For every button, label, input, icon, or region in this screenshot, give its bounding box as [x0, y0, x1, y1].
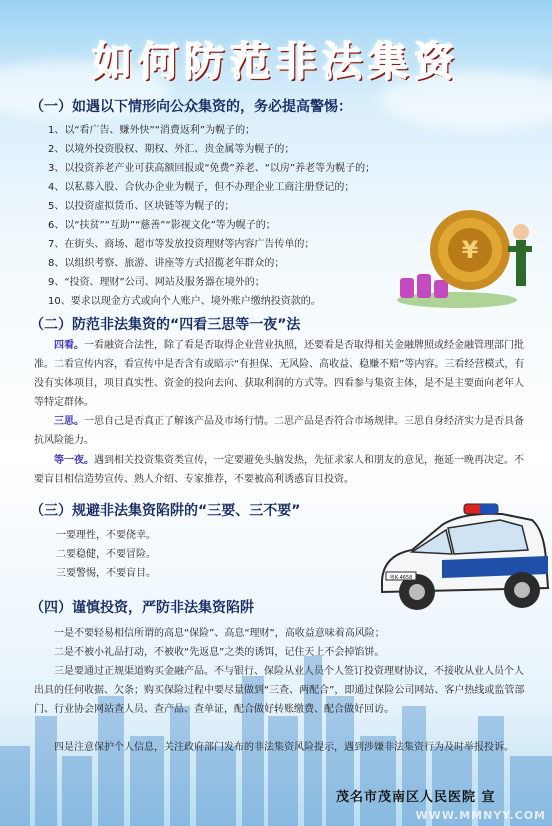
section-4-paragraph-3: 三是要通过正规渠道购买金融产品。不与银行、保险从业人员个人签订投资理财协议，不接收从业人员个人出具的任何收据、欠条；购买保险过程中要尽量做到“三查、两配合”，即通过保险公司网站、客户热线或监管部门、行业协会网站查人员、查产品、查单证，配合做好转账缴费、配合做好回访。	[34, 666, 525, 715]
organization-credit: 茂名市茂南区人民医院 宣	[336, 790, 496, 805]
list-item: 三要警惕，不要盲目。	[56, 568, 156, 579]
wait-a-night-lead: 等一夜。	[54, 455, 94, 466]
list-item: 6、以“扶贫”“互助”“慈善”“影视文化”等为幌子的；	[48, 220, 276, 231]
page-title: 如何防范非法集资	[92, 39, 460, 85]
list-item: 9、“投资、理财”公司、网站及服务器在境外的；	[48, 277, 265, 288]
list-item: 8、以组织考察、旅游、讲座等方式招揽老年群众的；	[48, 258, 285, 269]
section-1-heading-text: （一）如遇以下情形向公众集资的，务必提高警惕：	[30, 99, 352, 115]
section-4-heading	[30, 597, 254, 617]
four-looks-text: 一看融资合法性，除了看是否取得企业营业执照，还要看是否取得相关金融牌照或经金融管理部门批准。二看宣传内容，看宣传中是否含有或暗示“有担保、无风险、高收益、稳赚不赔”等内容。三看经营模式，有没有实体项目，项目真实性、资金的投向去向、获取利润的方式等。四看参与集资主体，是不是主要面向老年人等特定群体。	[34, 340, 525, 408]
wait-a-night-paragraph	[34, 451, 526, 489]
four-looks-lead: 四看。	[54, 340, 84, 351]
list-item: 一要理性，不要侥幸。	[56, 530, 156, 541]
car-plate: 粤K·4658	[389, 575, 413, 581]
section-4-paragraph-2: 二是不被小礼品打动，不被收“先返息”之类的诱饵，记住天上不会掉馅饼。	[54, 647, 385, 658]
section-2-heading	[30, 314, 300, 334]
list-item: 3、以投资养老产业可获高额回报或“免费”养老、“以房”养老等为幌子的；	[48, 163, 376, 174]
section-4-heading-text: （四）谨慎投资，严防非法集资陷阱	[30, 600, 254, 616]
list-item: 4、以私募入股、合伙办企业为幌子，但不办理企业工商注册登记的；	[48, 182, 355, 193]
section-1-heading	[30, 96, 352, 116]
police-car-icon	[372, 500, 550, 618]
section-4-paragraph-1: 一是不要轻易相信所谓的高息“保险”、高息“理财”，高收益意味着高风险；	[54, 628, 385, 639]
list-item: 5、以投资虚拟货币、区块链等为幌子的；	[48, 201, 235, 212]
wait-a-night-text: 遇到相关投资集资类宣传，一定要避免头脑发热，先征求家人和朋友的意见，拖延一晚再决定。不要盲目相信造势宣传、熟人介绍、专家推荐，不要被高利诱惑盲目投资。	[34, 455, 524, 485]
four-looks-paragraph	[34, 336, 526, 412]
list-item: 7、在街头、商场、超市等发放投资理财等内容广告传单的；	[48, 239, 315, 250]
list-item: 二要稳健，不要冒险。	[56, 549, 156, 560]
three-thinks-lead: 三思。	[54, 416, 84, 427]
section-4-paragraph-4: 四是注意保护个人信息，关注政府部门发布的非法集资风险提示，遇到涉嫌非法集资行为及时举报投诉。	[54, 742, 514, 753]
svg-text:¥: ¥	[461, 236, 479, 264]
warning-list	[48, 121, 378, 311]
three-dos-list	[56, 526, 156, 583]
section-3-heading	[30, 500, 300, 520]
money-bag-coin-icon	[392, 200, 542, 310]
three-thinks-paragraph	[34, 412, 526, 450]
watermark-url: WWW.MMNYY.COM	[415, 809, 546, 822]
section-3-heading-text: （三）规避非法集资陷阱的“三要、三不要”	[30, 503, 301, 519]
list-item: 10、要求以现金方式或向个人账户、境外账户缴纳投资款的。	[48, 296, 321, 307]
list-item: 2、以境外投资股权、期权、外汇、贵金属等为幌子的；	[48, 144, 295, 155]
list-item: 1、以“看广告、赚外快”“消费返利”为幌子的；	[48, 125, 256, 136]
three-thinks-text: 一思自己是否真正了解该产品及市场行情。二思产品是否符合市场规律。三思自身经济实力是否具备抗风险能力。	[34, 416, 524, 446]
section-2-heading-text: （二）防范非法集资的“四看三思等一夜”法	[30, 317, 301, 333]
